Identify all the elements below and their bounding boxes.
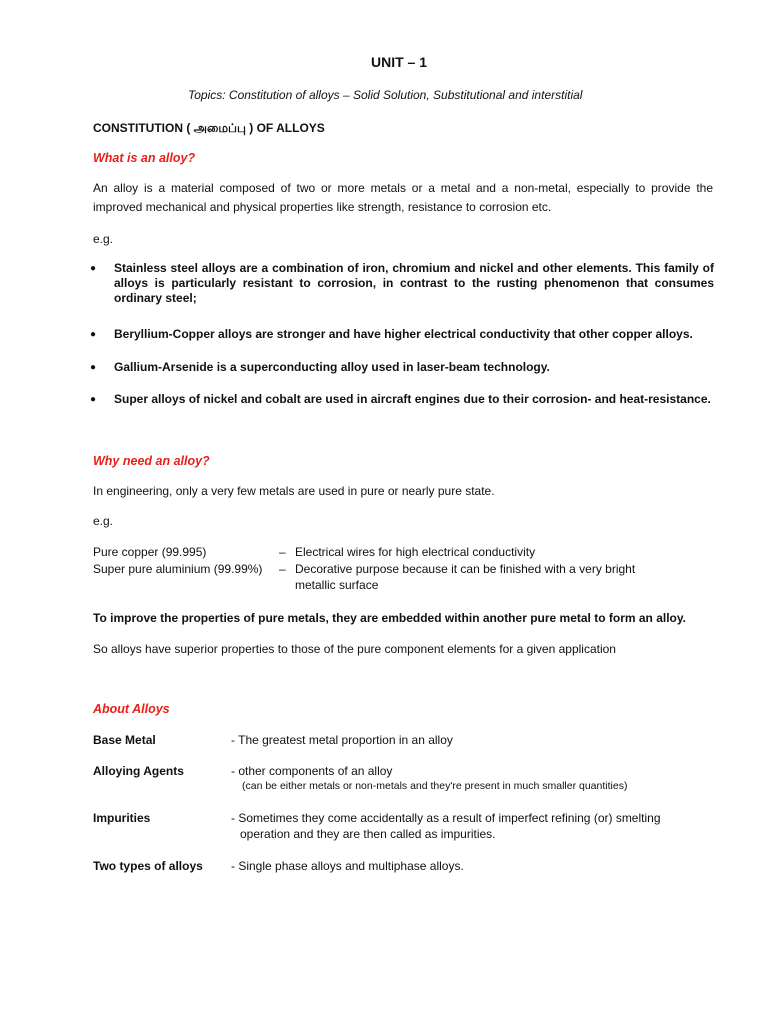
why-intro: In engineering, only a very few metals are used in pure or nearly pure state. [93,484,495,498]
term-label: Two types of alloys [93,859,203,873]
example-item: Super alloys of nickel and cobalt are used in aircraft engines due to their corrosion- and heat-resistance. [114,392,711,406]
bullet-icon: ● [90,362,97,373]
example-item: Gallium-Arsenide is a superconducting alloy used in laser-beam technology. [114,360,550,374]
bullet-icon: ● [90,329,97,340]
about-alloys-heading: About Alloys [93,702,170,716]
term-label: Base Metal [93,733,156,747]
alloy-definition: An alloy is a material composed of two or more metals or a metal and a non-metal, especially to provide the improved mechanical and physical properties like strength, resistance to corrosion etc. [93,181,713,214]
term-definition: - The greatest metal proportion in an alloy [231,733,453,747]
pure-metal-name: Pure copper (99.995) [93,545,207,559]
term-definition: - Single phase alloys and multiphase alloys. [231,859,464,873]
pure-metal-name: Super pure aluminium (99.99%) [93,562,263,576]
term-definition: - Sometimes they come accidentally as a result of imperfect refining (or) smelting [231,811,661,825]
term-label: Impurities [93,811,151,825]
pure-metal-use-cont: metallic surface [295,578,379,592]
superior-line: So alloys have superior properties to those of the pure component elements for a given application [93,642,616,656]
term-label: Alloying Agents [93,764,184,778]
term-definition: - other components of an alloy [231,764,393,778]
pure-metal-dash: – [279,545,286,559]
term-definition-note: (can be either metals or non-metals and they're present in much smaller quantities) [242,780,628,792]
pure-metal-use: Decorative purpose because it can be finished with a very bright [295,562,636,576]
example-item: Stainless steel alloys are a combination of iron, chromium and nickel and other elements. This family of alloys is particularly resistant to corrosion, in contrast to the rusting phenomenon that consumes ordinary steel; [114,261,714,305]
why-need-alloy-heading: Why need an alloy? [93,454,210,468]
constitution-heading-prefix: CONSTITUTION ( [93,121,191,135]
pure-metal-dash: – [279,562,286,576]
bullet-icon: ● [90,263,97,274]
example-item: Beryllium-Copper alloys are stronger and have higher electrical conductivity that other copper alloys. [114,327,693,341]
term-definition-cont: operation and they are then called as impurities. [240,827,496,841]
eg-label-2: e.g. [93,514,114,528]
pure-metal-use: Electrical wires for high electrical conductivity [295,545,536,559]
constitution-heading-tamil: அமைப்பு [193,121,246,135]
improve-line: To improve the properties of pure metals, they are embedded within another pure metal to form an alloy. [93,611,686,625]
constitution-heading [93,121,325,137]
eg-label-1: e.g. [93,232,114,246]
what-is-alloy-heading: What is an alloy? [93,151,196,165]
unit-title: UNIT – 1 [371,54,428,70]
constitution-heading-suffix: ) OF ALLOYS [249,121,325,135]
topics-line: Topics: Constitution of alloys – Solid Solution, Substitutional and interstitial [188,88,583,102]
bullet-icon: ● [90,394,97,405]
